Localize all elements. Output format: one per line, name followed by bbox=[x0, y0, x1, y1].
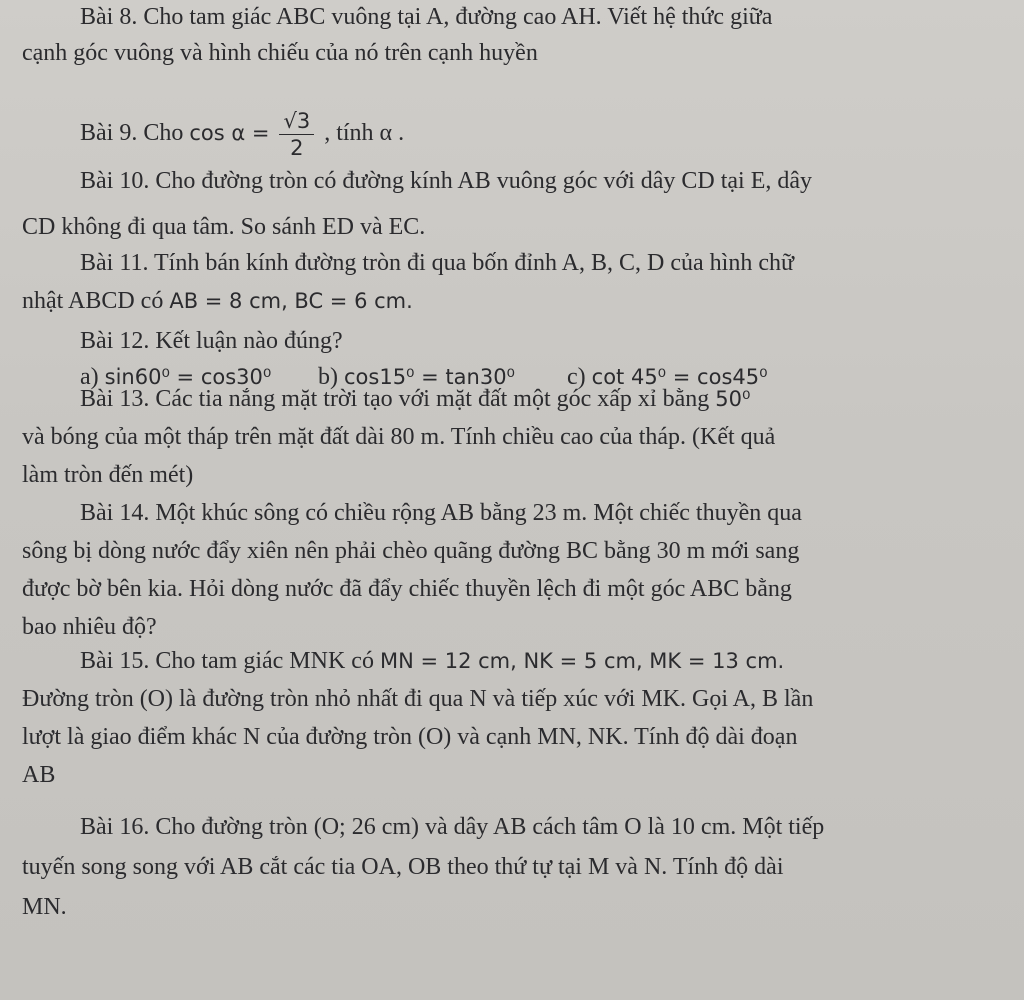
exercise-16-line-1: Bài 16. Cho đường tròn (O; 26 cm) và dây AB cách tâm O là 10 cm. Một tiếp bbox=[80, 814, 825, 840]
exercise-14 bbox=[22, 496, 962, 644]
exercise-16 bbox=[22, 810, 962, 924]
exercise-14-line-1: Bài 14. Một khúc sông có chiều rộng AB bằng 23 m. Một chiếc thuyền qua bbox=[80, 500, 802, 526]
exercise-14-line-3: được bờ bên kia. Hỏi dòng nước đã đẩy chiếc thuyền lệch đi một góc ABC bằng bbox=[22, 576, 792, 602]
exercise-14-line-4: bao nhiêu độ? bbox=[22, 614, 157, 640]
exercise-15-line-1-text: Bài 15. Cho tam giác MNK có bbox=[80, 648, 380, 674]
option-b-label: b) bbox=[318, 364, 344, 390]
exercise-16-line-3: MN. bbox=[22, 894, 67, 920]
exercise-11-line-2-text: nhật ABCD có bbox=[22, 288, 170, 314]
option-b-expression: cos15⁰ = tan30⁰ bbox=[344, 365, 515, 389]
option-c-expression: cot 45⁰ = cos45⁰ bbox=[591, 365, 768, 389]
exercise-13-line-2: và bóng của một tháp trên mặt đất dài 80 m. Tính chiều cao của tháp. (Kết quả bbox=[22, 424, 776, 450]
option-c-label: c) bbox=[567, 364, 592, 390]
exercise-15-line-1 bbox=[22, 644, 962, 678]
exercise-9-suffix: , tính α . bbox=[324, 120, 405, 147]
exercise-11-line-1: Bài 11. Tính bán kính đường tròn đi qua bốn đỉnh A, B, C, D của hình chữ bbox=[80, 250, 794, 276]
exercise-10 bbox=[22, 164, 962, 244]
exercise-8-line-2: cạnh góc vuông và hình chiếu của nó trên cạnh huyền bbox=[22, 40, 538, 66]
option-a-expression: sin60⁰ = cos30⁰ bbox=[104, 365, 272, 389]
exercise-15-line-4: AB bbox=[22, 762, 56, 788]
exercise-11 bbox=[22, 246, 962, 318]
exercise-10-line-2: CD không đi qua tâm. So sánh ED và EC. bbox=[22, 214, 426, 240]
exercise-11-dimensions: AB = 8 cm, BC = 6 cm. bbox=[169, 289, 413, 313]
exercise-9-fraction-numerator: √3 bbox=[279, 108, 314, 135]
exercise-12-title: Bài 12. Kết luận nào đúng? bbox=[80, 328, 343, 354]
option-a-label: a) bbox=[80, 364, 105, 390]
exercise-13-line-3: làm tròn đến mét) bbox=[22, 462, 194, 488]
exercise-8 bbox=[22, 0, 962, 70]
exercise-13-angle: 50⁰ bbox=[715, 387, 751, 411]
exercise-13-line-1-text: Bài 13. Các tia nắng mặt trời tạo với mặt đất một góc xấp xỉ bằng bbox=[80, 386, 716, 412]
exercise-15-line-3: lượt là giao điểm khác N của đường tròn (O) và cạnh MN, NK. Tính độ dài đoạn bbox=[22, 724, 798, 750]
exercise-10-line-1: Bài 10. Cho đường tròn có đường kính AB vuông góc với dây CD tại E, dây bbox=[80, 168, 813, 194]
exercise-9-cos-expression: cos α = bbox=[189, 121, 270, 146]
exercise-15-line-2: Đường tròn (O) là đường tròn nhỏ nhất đi qua N và tiếp xúc với MK. Gọi A, B lần bbox=[22, 686, 814, 712]
exercise-8-line-1: Bài 8. Cho tam giác ABC vuông tại A, đường cao AH. Viết hệ thức giữa bbox=[80, 4, 773, 30]
exercise-11-line-2 bbox=[22, 284, 962, 318]
exercise-9-line bbox=[22, 108, 962, 161]
exercise-13-line-1 bbox=[22, 382, 962, 416]
exercise-9 bbox=[22, 108, 962, 161]
exercise-15-side-lengths: MN = 12 cm, NK = 5 cm, MK = 13 cm. bbox=[379, 649, 785, 673]
exercise-14-line-2: sông bị dòng nước đẩy xiên nên phải chèo quãng đường BC bằng 30 m mới sang bbox=[22, 538, 800, 564]
exercise-9-prefix: Bài 9. Cho bbox=[80, 120, 190, 147]
exercise-9-fraction-denominator: 2 bbox=[290, 136, 304, 160]
exercise-16-line-2: tuyến song song với AB cắt các tia OA, OB theo thứ tự tại M và N. Tính độ dài bbox=[22, 854, 784, 880]
exercise-15 bbox=[22, 644, 962, 792]
exercise-13 bbox=[22, 382, 962, 492]
exercise-9-fraction bbox=[279, 108, 314, 161]
